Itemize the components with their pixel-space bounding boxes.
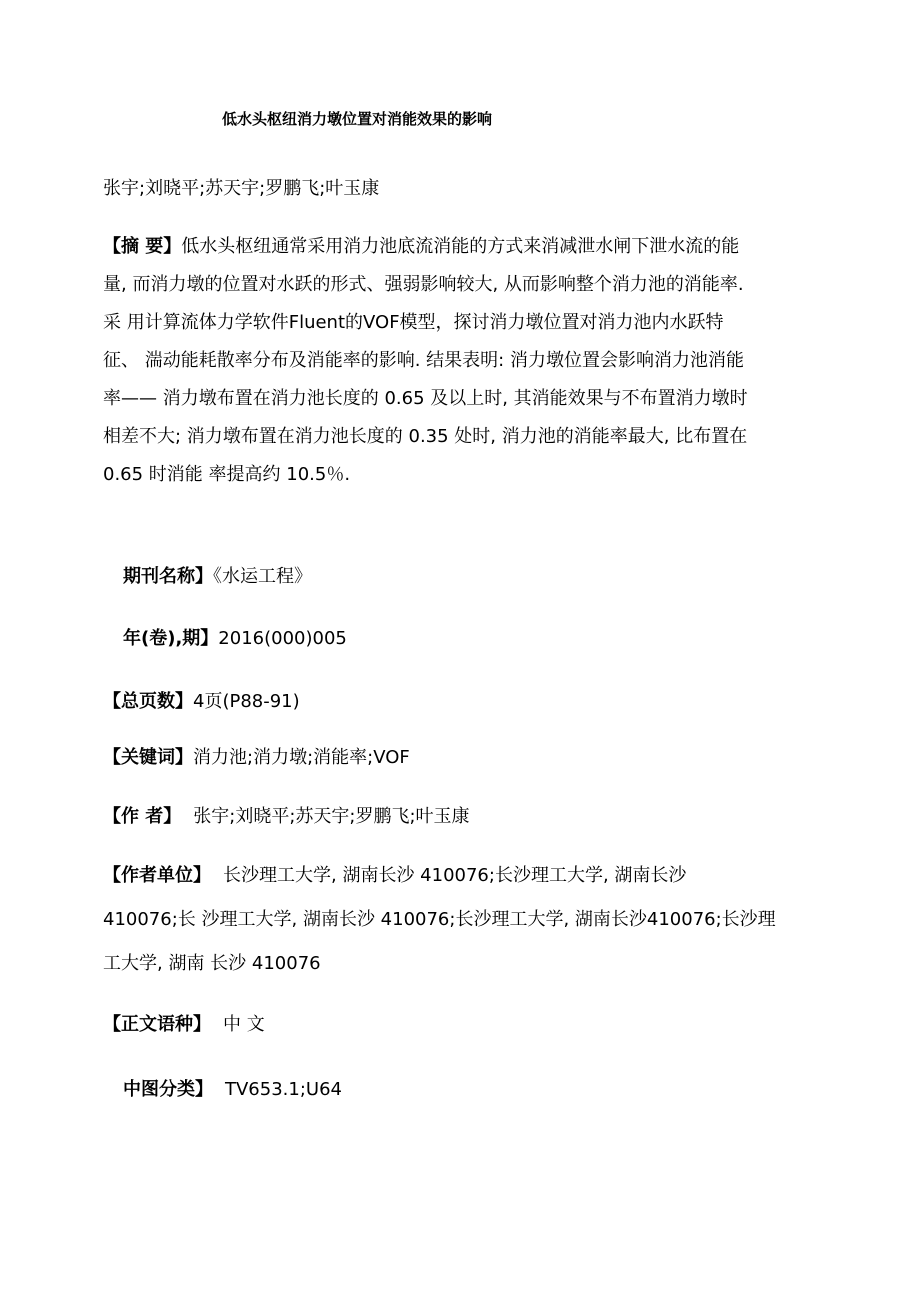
abstract-line-6: 相差不大; 消力墩布置在消力池长度的 0.35 处时, 消力池的消能率最大, 比布置在: [103, 426, 748, 447]
abstract-line-1: [103, 228, 813, 266]
keywords-field: [103, 743, 410, 769]
abstract-line-4: 征、 湍动能耗散率分布及消能率的影响. 结果表明: 消力墩位置会影响消力池消能: [103, 350, 744, 371]
journal-value: 《水运工程》: [213, 566, 312, 587]
affiliation-line-2: 410076;长 沙理工大学, 湖南长沙 410076;长沙理工大学, 湖南长沙410076;长沙理: [103, 909, 776, 930]
affiliation-line-3: 工大学, 湖南 长沙 410076: [103, 953, 321, 974]
total-pages-field: [103, 687, 300, 713]
keywords-value: 消力池;消力墩;消能率;VOF: [193, 747, 410, 768]
language-label: 【正文语种】: [103, 1014, 211, 1035]
year-volume-issue-label: 年(卷),期】: [123, 628, 219, 649]
total-pages-value: 4页(P88-91): [193, 691, 300, 712]
language-value: 中 文: [223, 1014, 265, 1035]
year-volume-issue-field: [123, 624, 347, 650]
abstract-text-1: 低水头枢纽通常采用消力池底流消能的方式来消减泄水闸下泄水流的能: [181, 236, 740, 257]
journal-field: [123, 562, 312, 588]
language-field: [103, 1010, 265, 1036]
affiliation-text-1: 长沙理工大学, 湖南长沙 410076;长沙理工大学, 湖南长沙: [223, 865, 687, 886]
affiliation-label: 【作者单位】: [103, 865, 211, 886]
classification-label: 中图分类】: [123, 1079, 213, 1100]
document-title: 低水头枢纽消力墩位置对消能效果的影响: [222, 110, 493, 128]
authors-line: 张宇;刘晓平;苏天宇;罗鹏飞;叶玉康: [103, 178, 380, 199]
classification-value: TV653.1;U64: [225, 1079, 342, 1100]
affiliation-line-1: [103, 854, 813, 898]
affiliation-field: [103, 854, 813, 986]
keywords-label: 【关键词】: [103, 747, 193, 768]
abstract-line-3: 采 用计算流体力学软件Fluent的VOF模型，探讨消力墩位置对消力池内水跃特: [103, 312, 724, 333]
journal-label: 期刊名称】: [123, 566, 213, 587]
abstract-line-7: 0.65 时消能 率提高约 10.5％.: [103, 464, 351, 485]
author-label: 【作 者】: [103, 806, 182, 827]
total-pages-label: 【总页数】: [103, 691, 193, 712]
author-field: [103, 802, 470, 828]
abstract-label: 【摘 要】: [103, 236, 182, 257]
abstract-line-2: 量, 而消力墩的位置对水跃的形式、强弱影响较大, 从而影响整个消力池的消能率.: [103, 274, 744, 295]
abstract-line-5: 率—— 消力墩布置在消力池长度的 0.65 及以上时, 其消能效果与不布置消力墩时: [103, 388, 748, 409]
abstract-section: [103, 228, 813, 494]
classification-field: [123, 1075, 342, 1101]
year-volume-issue-value: 2016(000)005: [218, 628, 347, 649]
author-value: 张宇;刘晓平;苏天宇;罗鹏飞;叶玉康: [193, 806, 470, 827]
